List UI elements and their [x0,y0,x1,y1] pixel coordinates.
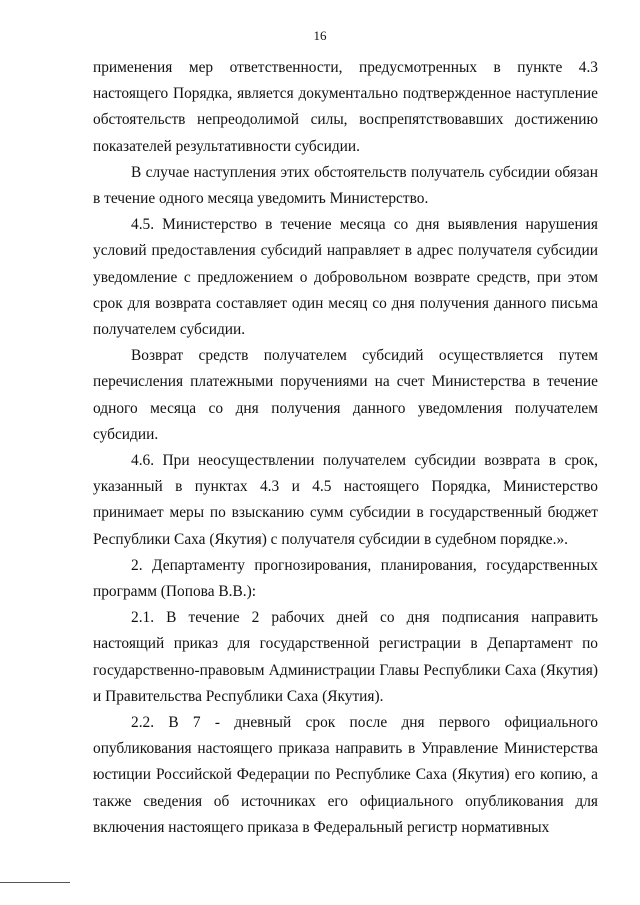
paragraph: 4.6. При неосуществлении получателем субсидии возврата в срок, указанный в пунктах 4.3 и 4.5 настоящего Порядка, Министерство принимает меры по взысканию сумм субсидии в государственный бюджет Республики Саха (Якутия) с получателя субсидии в судебном порядке.». [93,452,598,548]
paragraph: В случае наступления этих обстоятельств получатель субсидии обязан в течение одного месяца уведомить Министерство. [93,163,598,208]
paragraph: 4.5. Министерство в течение месяца со дня выявления нарушения условий предоставления субсидий направляет в адрес получателя субсидии уведомление с предложением о добровольном возврате средств, при этом срок для возврата составляет один месяц со дня получения данного письма получателем субсидии. [93,216,598,339]
page-number: 16 [313,28,327,43]
document-body [93,55,598,841]
paragraph: 2.1. В течение 2 рабочих дней со дня подписания направить настоящий приказ для государственной регистрации в Департамент по государственно-правовым Администрации Главы Республики Саха (Якутия) и Правительства Республики Саха (Якутия). [93,609,598,705]
paragraph: 2. Департаменту прогнозирования, планирования, государственных программ (Попова В.В.): [93,556,598,601]
paragraph: 2.2. В 7 - дневный срок после дня первого официального опубликования настоящего приказа направить в Управление Министерства юстиции Российской Федерации по Республике Саха (Якутия) его копию, а также сведения об источниках его официального опубликования для включения настоящего приказа в Федеральный регистр нормативных [93,714,598,836]
paragraph: Возврат средств получателем субсидий осуществляется путем перечисления платежными поручениями на счет Министерства в течение одного месяца со дня получения данного уведомления получателем субсидии. [93,347,598,443]
paragraph: применения мер ответственности, предусмотренных в пункте 4.3 настоящего Порядка, является документально подтвержденное наступление обстоятельств непреодолимой силы, воспрепятствовавших достижению показателей результативности субсидии. [93,59,598,155]
footer-divider [0,882,70,883]
